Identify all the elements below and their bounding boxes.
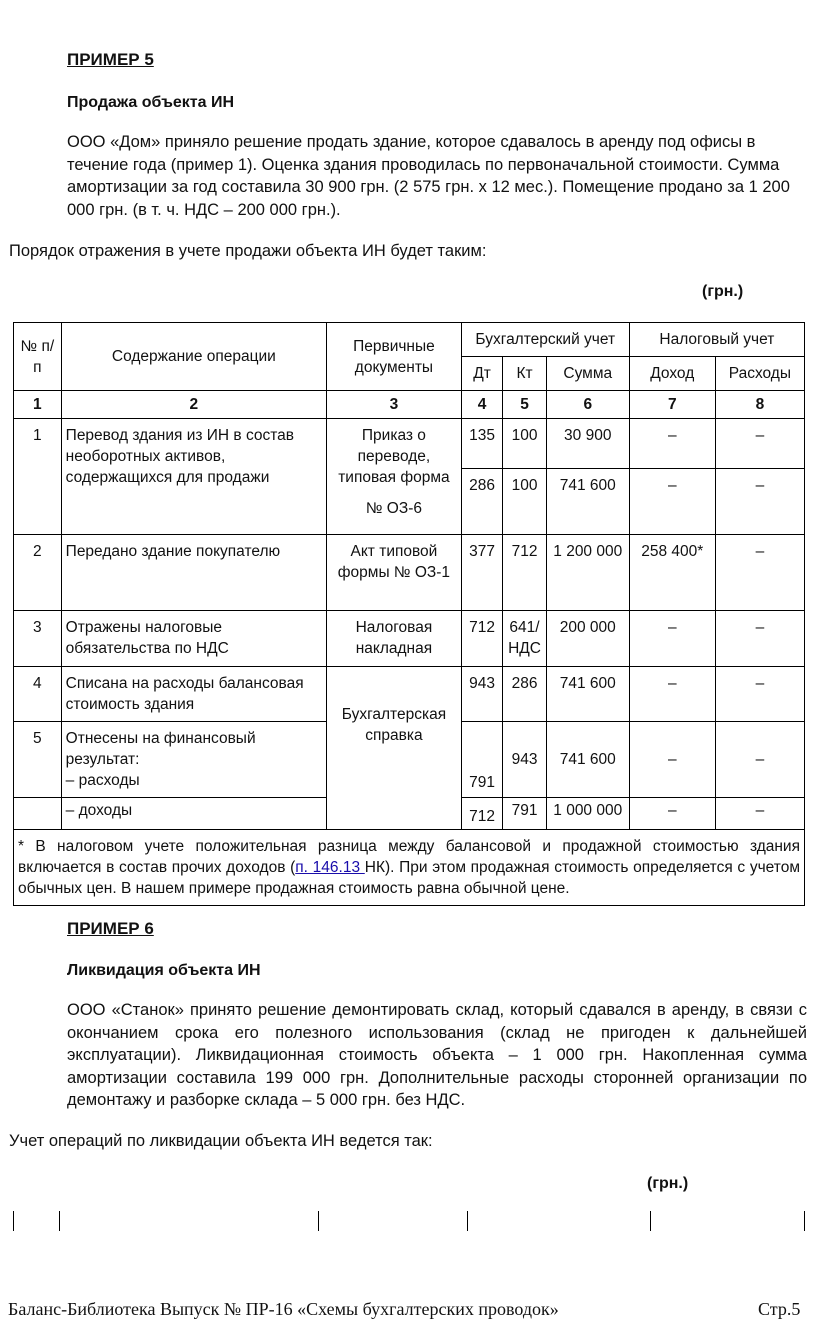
cell-income: – bbox=[629, 667, 715, 722]
cell-dt: 791 bbox=[461, 722, 502, 798]
cell-expense: – bbox=[715, 469, 804, 535]
cell-sum: 1 200 000 bbox=[546, 535, 629, 611]
shared-doc bbox=[327, 667, 462, 830]
table-divider bbox=[318, 1211, 319, 1231]
row-content: Передано здание покупателю bbox=[61, 535, 326, 611]
example5-paragraph: ООО «Дом» приняло решение продать здание, которое сдавалось в аренду под офисы в течение года (пример 1). Оценка здания проводилась по первоначальной стоимости. Сумма амортизации за год составила 30 900 грн. (2 575 грн. х 12 мес.). Помещение продано за 1 200 000 грн. (в т. ч. НДС – 200 000 грн.). bbox=[67, 133, 790, 219]
page-number: Стр.5 bbox=[758, 1299, 801, 1319]
row-content: Списана на расходы балансовая стоимость здания bbox=[61, 667, 326, 722]
row-num: 2 bbox=[14, 535, 62, 611]
row-num: 1 bbox=[14, 419, 62, 535]
cell-expense: – bbox=[715, 798, 804, 830]
cell-sum: 200 000 bbox=[546, 611, 629, 667]
example6-subheading: Ликвидация объекта ИН bbox=[67, 962, 261, 979]
cell-income: – bbox=[629, 469, 715, 535]
cell-income: – bbox=[629, 611, 715, 667]
row-content: Отражены налоговые обязательства по НДС bbox=[61, 611, 326, 667]
cell-income: 258 400* bbox=[629, 535, 715, 611]
header-content: Содержание операции bbox=[61, 323, 326, 391]
row-content bbox=[61, 722, 326, 798]
row-content: – доходы bbox=[61, 798, 326, 830]
header-expense: Расходы bbox=[715, 357, 804, 391]
footer-title: Баланс-Библиотека Выпуск № ПР-16 «Схемы бухгалтерских проводок» bbox=[8, 1299, 559, 1319]
header-tax: Налоговый учет bbox=[629, 323, 804, 357]
cell-income: – bbox=[629, 798, 715, 830]
col-number: 3 bbox=[327, 391, 462, 419]
cell-dt: 943 bbox=[461, 667, 502, 722]
cell-kt: 641/ НДС bbox=[503, 611, 547, 667]
cell-kt: 100 bbox=[503, 419, 547, 469]
table-divider bbox=[467, 1211, 468, 1231]
note-text-before: * В налоговом учете положительная разница между балансовой и продажной стоимостью здания включается в состав прочих доходов ( bbox=[18, 838, 800, 876]
example6-paragraph: ООО «Станок» принято решение демонтировать склад, который сдавался в аренду, в связи с окончанием срока его полезного использования (склад не пригоден к дальнейшей эксплуатации). Ликвидационная стоимость объекта – 1 000 грн. Накопленная сумма амортизации составила 199 000 грн. Дополнительные расходы сторонней организации по демонтажу и разборке склада – 5 000 грн. без НДС. bbox=[67, 1001, 807, 1109]
cell-kt: 286 bbox=[503, 667, 547, 722]
row-num: 3 bbox=[14, 611, 62, 667]
example6-lead: Учет операций по ликвидации объекта ИН ведется так: bbox=[9, 1132, 433, 1150]
example6-unit: (грн.) bbox=[647, 1175, 689, 1192]
cell-dt: 712 bbox=[461, 611, 502, 667]
cell-expense: – bbox=[715, 667, 804, 722]
row-content-text: Отнесены на финансовый результат: bbox=[65, 730, 256, 768]
row-content: Перевод здания из ИН в состав необоротных активов, содержащихся для продажи bbox=[61, 419, 326, 535]
col-number: 8 bbox=[715, 391, 804, 419]
col-number: 5 bbox=[503, 391, 547, 419]
table-note bbox=[14, 830, 805, 906]
row-num: 5 bbox=[14, 722, 62, 798]
row-content-sub: – расходы bbox=[65, 772, 140, 789]
col-number: 4 bbox=[461, 391, 502, 419]
cell-income: – bbox=[629, 419, 715, 469]
col-number: 7 bbox=[629, 391, 715, 419]
col-number: 2 bbox=[61, 391, 326, 419]
header-accounting: Бухгалтерский учет bbox=[461, 323, 629, 357]
cell-dt: 286 bbox=[461, 469, 502, 535]
col-number: 1 bbox=[14, 391, 62, 419]
cell-kt: 712 bbox=[503, 535, 547, 611]
cell-dt: 135 bbox=[461, 419, 502, 469]
row-num: 4 bbox=[14, 667, 62, 722]
table-divider bbox=[13, 1211, 14, 1231]
cell-kt: 791 bbox=[503, 798, 547, 830]
table-row bbox=[14, 419, 805, 469]
shared-doc-text: Бухгалтерская справка bbox=[341, 706, 447, 744]
header-dt: Дт bbox=[461, 357, 502, 391]
table-divider bbox=[59, 1211, 60, 1231]
cell-expense: – bbox=[715, 722, 804, 798]
row-doc-extra: № ОЗ-6 bbox=[365, 500, 422, 517]
cell-income: – bbox=[629, 722, 715, 798]
table-row bbox=[14, 611, 805, 667]
note-link[interactable]: п. 146.13 bbox=[295, 859, 365, 876]
row-doc bbox=[327, 419, 462, 535]
row-doc-text: Приказ о переводе, типовая форма bbox=[338, 427, 450, 486]
table-row bbox=[14, 667, 805, 722]
table-divider bbox=[804, 1211, 805, 1231]
header-docs: Первичные документы bbox=[327, 323, 462, 391]
example5-lead: Порядок отражения в учете продажи объекта ИН будет таким: bbox=[9, 242, 487, 260]
note-text-after: НК). При этом продажная стоимость определяется с учетом обычных цен. В нашем примере продажная стоимость равна обычной цене. bbox=[18, 859, 800, 897]
cell-kt: 943 bbox=[503, 722, 547, 798]
cell-sum: 30 900 bbox=[546, 419, 629, 469]
example5-heading: ПРИМЕР 5 bbox=[67, 50, 154, 69]
cell-dt: 712 bbox=[461, 798, 502, 830]
example5-subheading: Продажа объекта ИН bbox=[67, 94, 235, 111]
column-number-row bbox=[14, 391, 805, 419]
cell-expense: – bbox=[715, 611, 804, 667]
example5-unit: (грн.) bbox=[702, 283, 744, 300]
header-income: Доход bbox=[629, 357, 715, 391]
header-kt: Кт bbox=[503, 357, 547, 391]
cell-expense: – bbox=[715, 535, 804, 611]
header-sum: Сумма bbox=[546, 357, 629, 391]
col-number: 6 bbox=[546, 391, 629, 419]
accounting-table bbox=[13, 322, 805, 906]
row-num bbox=[14, 798, 62, 830]
row-doc: Налоговая накладная bbox=[327, 611, 462, 667]
cell-kt: 100 bbox=[503, 469, 547, 535]
cell-sum: 741 600 bbox=[546, 722, 629, 798]
cell-expense: – bbox=[715, 419, 804, 469]
header-num: № п/п bbox=[14, 323, 62, 391]
cell-sum: 741 600 bbox=[546, 469, 629, 535]
table-divider bbox=[650, 1211, 651, 1231]
table-row bbox=[14, 535, 805, 611]
cell-dt: 377 bbox=[461, 535, 502, 611]
example6-heading: ПРИМЕР 6 bbox=[67, 919, 154, 938]
row-doc: Акт типовой формы № ОЗ-1 bbox=[327, 535, 462, 611]
cell-sum: 741 600 bbox=[546, 667, 629, 722]
cell-sum: 1 000 000 bbox=[546, 798, 629, 830]
table-note-row bbox=[14, 830, 805, 906]
